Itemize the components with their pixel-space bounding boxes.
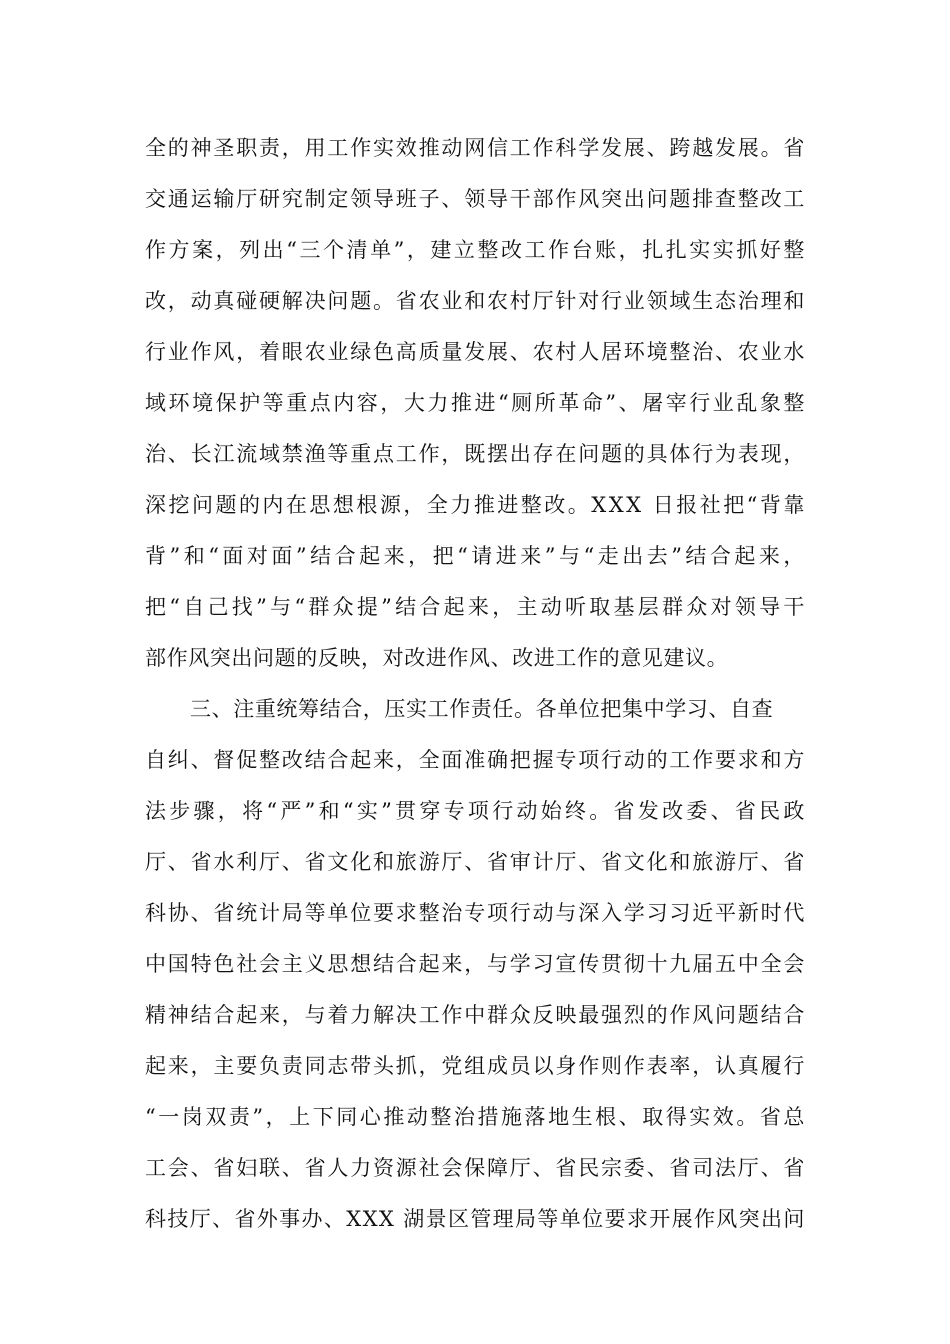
text-line: 自纠、督促整改结合起来，全面准确把握专项行动的工作要求和方	[145, 748, 807, 772]
text-line: 背”和“面对面”结合起来，把“请进来”与“走出去”结合起来，	[145, 544, 808, 568]
text-line: 厅、省水利厅、省文化和旅游厅、省审计厅、省文化和旅游厅、省	[145, 850, 807, 874]
text-line: 科协、省统计局等单位要求整治专项行动与深入学习习近平新时代	[145, 901, 807, 925]
text-line: 中国特色社会主义思想结合起来，与学习宣传贯彻十九届五中全会	[145, 952, 807, 976]
text-line: 全的神圣职责，用工作实效推动网信工作科学发展、跨越发展。省	[145, 136, 807, 160]
text-line: 交通运输厅研究制定领导班子、领导干部作风突出问题排查整改工	[145, 187, 807, 211]
text-line: 法步骤，将“严”和“实”贯穿专项行动始终。省发改委、省民政	[145, 799, 808, 823]
paragraph-start-line: 三、注重统筹结合，压实工作责任。各单位把集中学习、自查	[190, 697, 774, 721]
text-line: 精神结合起来，与着力解决工作中群众反映最强烈的作风问题结合	[145, 1003, 807, 1027]
text-line: 作方案，列出“三个清单”，建立整改工作台账，扎扎实实抓好整	[145, 238, 807, 262]
text-line: 治、长江流域禁渔等重点工作，既摆出存在问题的具体行为表现，	[145, 442, 807, 466]
text-line: 域环境保护等重点内容，大力推进“厕所革命”、屠宰行业乱象整	[145, 391, 807, 415]
text-line: 科技厅、省外事办、XXX 湖景区管理局等单位要求开展作风突出问	[145, 1207, 806, 1231]
text-line: 把“自己找”与“群众提”结合起来，主动听取基层群众对领导干	[145, 595, 808, 619]
text-line: 深挖问题的内在思想根源，全力推进整改。XXX 日报社把“背靠	[145, 493, 807, 517]
text-line: 行业作风，着眼农业绿色高质量发展、农村人居环境整治、农业水	[145, 340, 807, 364]
text-line: “一岗双责”，上下同心推动整治措施落地生根、取得实效。省总	[145, 1105, 807, 1129]
text-line: 部作风突出问题的反映，对改进作风、改进工作的意见建议。	[145, 646, 729, 670]
text-line: 改，动真碰硬解决问题。省农业和农村厅针对行业领域生态治理和	[145, 289, 807, 313]
text-line: 起来，主要负责同志带头抓，党组成员以身作则作表率，认真履行	[145, 1054, 807, 1078]
text-line: 工会、省妇联、省人力资源社会保障厅、省民宗委、省司法厅、省	[145, 1156, 807, 1180]
